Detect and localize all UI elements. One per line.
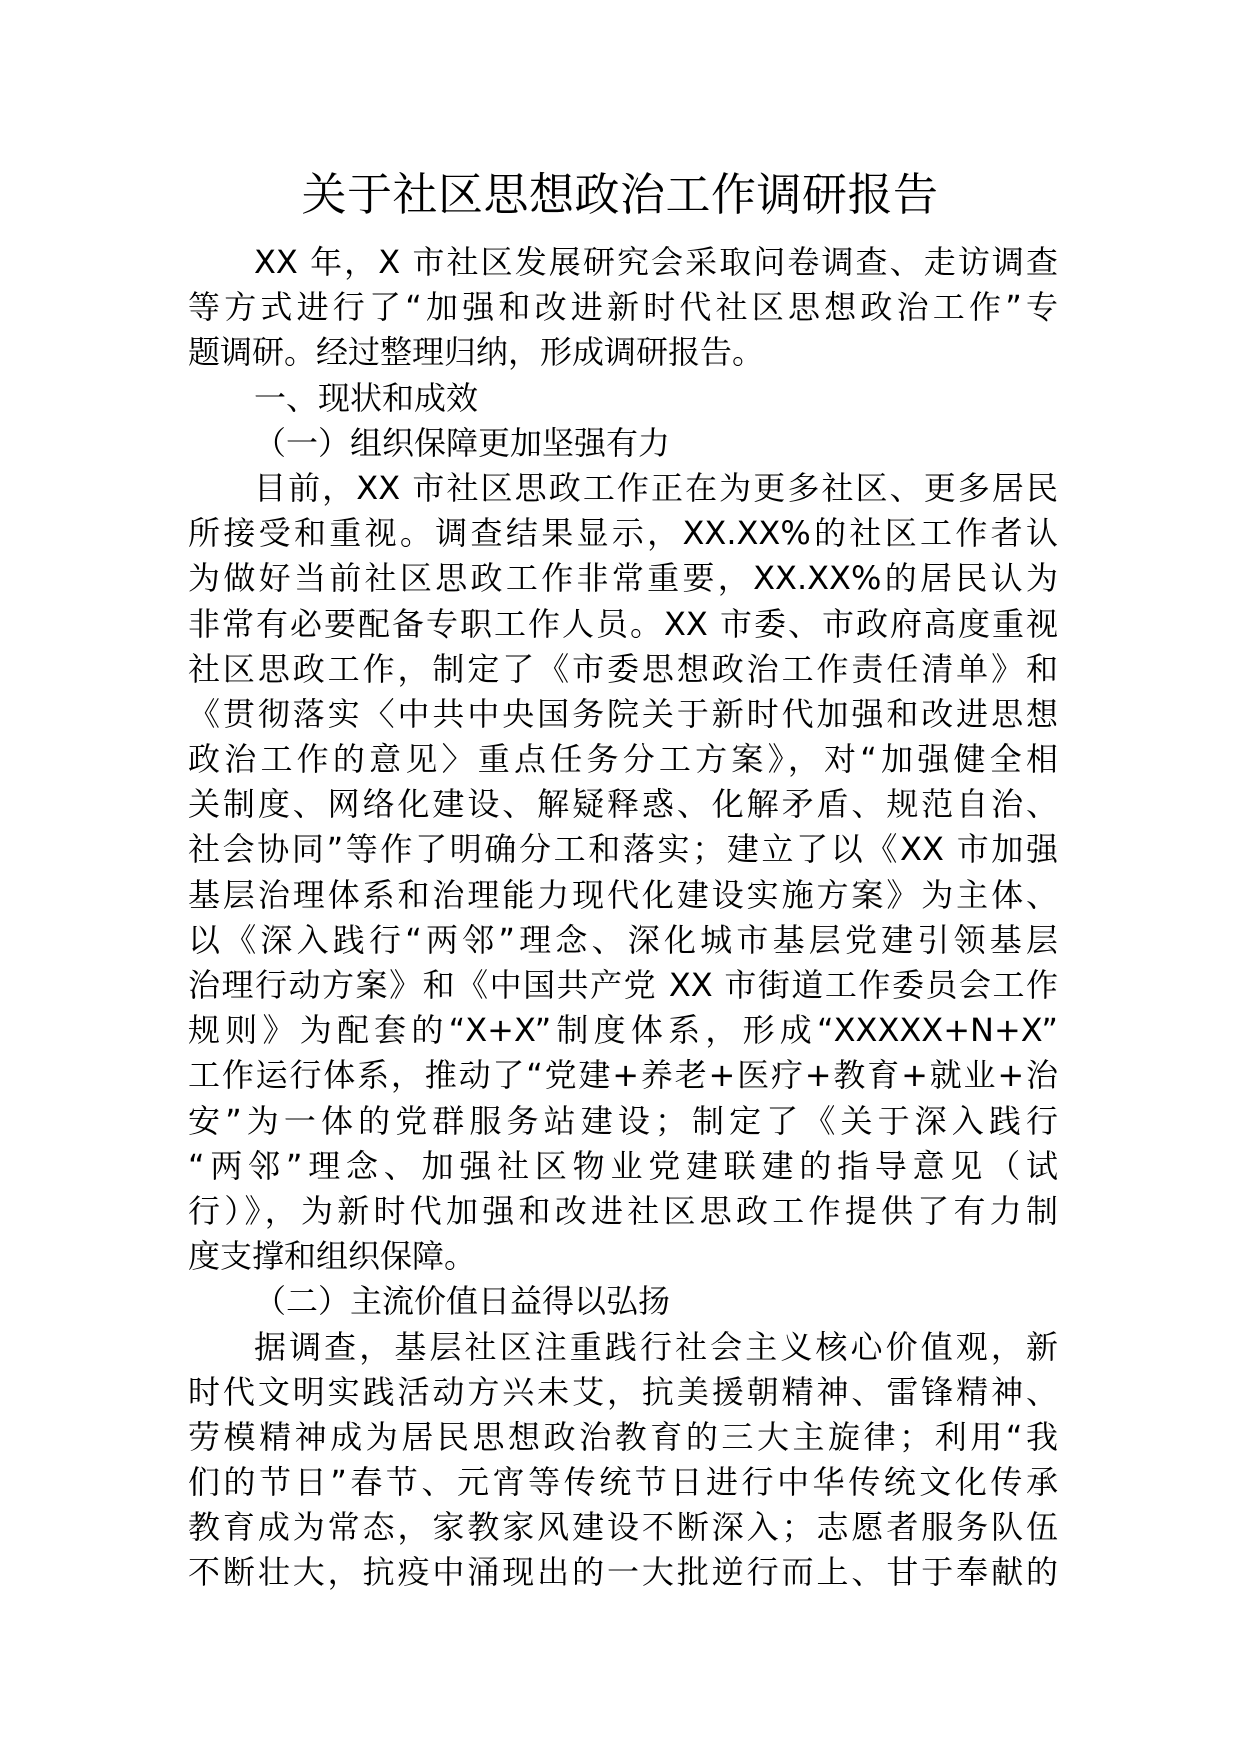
document-title: 关于社区思想政治工作调研报告 (301, 168, 939, 221)
paragraph-line: 非常有必要配备专职工作人员。XX 市委、市政府高度重视 (188, 604, 1058, 643)
document-body (188, 240, 1058, 1596)
paragraph-line: 劳模精神成为居民思想政治教育的三大主旋律；利用“我 (188, 1417, 1058, 1456)
section-heading: （一）组织保障更加坚强有力 (254, 423, 671, 462)
paragraph-line: 据调查，基层社区注重践行社会主义核心价值观，新 (254, 1327, 1058, 1366)
paragraph-line: 行）》，为新时代加强和改进社区思政工作提供了有力制 (188, 1191, 1058, 1230)
paragraph-line: “两邻”理念、加强社区物业党建联建的指导意见（试 (188, 1146, 1058, 1185)
section-heading: （二）主流价值日益得以弘扬 (254, 1282, 671, 1321)
paragraph-line: 们的节日”春节、元宵等传统节日进行中华传统文化传承 (188, 1463, 1058, 1502)
paragraph-line: 不断壮大，抗疫中涌现出的一大批逆行而上、甘于奉献的 (188, 1553, 1058, 1592)
paragraph-line: 社会协同”等作了明确分工和落实；建立了以《XX 市加强 (188, 830, 1058, 869)
paragraph-line: 工作运行体系，推动了“党建+养老+医疗+教育+就业+治 (188, 1056, 1058, 1095)
paragraph-line: 治理行动方案》和《中国共产党 XX 市街道工作委员会工作 (188, 966, 1058, 1004)
paragraph-line: 《贯彻落实〈中共中央国务院关于新时代加强和改进思想 (188, 694, 1058, 733)
paragraph-line: 社区思政工作，制定了《市委思想政治工作责任清单》和 (188, 649, 1058, 688)
paragraph-line: 时代文明实践活动方兴未艾，抗美援朝精神、雷锋精神、 (188, 1372, 1058, 1411)
paragraph-line: 规则》为配套的“X+X”制度体系，形成“XXXXX+N+X” (188, 1011, 1058, 1050)
paragraph-line: 目前，XX 市社区思政工作正在为更多社区、更多居民 (254, 468, 1058, 507)
paragraph-line: 所接受和重视。调查结果显示，XX.XX%的社区工作者认 (188, 514, 1058, 553)
paragraph-line: 题调研。经过整理归纳，形成调研报告。 (188, 333, 765, 372)
paragraph-line: 基层治理体系和治理能力现代化建设实施方案》为主体、 (188, 875, 1058, 914)
paragraph-line: 为做好当前社区思政工作非常重要，XX.XX%的居民认为 (188, 559, 1058, 598)
paragraph-line: 教育成为常态，家教家风建设不断深入；志愿者服务队伍 (188, 1508, 1058, 1547)
paragraph-line: 以《深入践行“两邻”理念、深化城市基层党建引领基层 (188, 920, 1058, 959)
paragraph-line: 关制度、网络化建设、解疑释惑、化解矛盾、规范自治、 (188, 785, 1058, 824)
paragraph-line: 政治工作的意见〉重点任务分工方案》，对“加强健全相 (188, 740, 1058, 779)
paragraph-line: 等方式进行了“加强和改进新时代社区思想政治工作”专 (188, 288, 1058, 327)
paragraph-line: 安”为一体的党群服务站建设；制定了《关于深入践行 (188, 1101, 1058, 1140)
section-heading: 一、现状和成效 (254, 378, 479, 417)
paragraph-line: 度支撑和组织保障。 (188, 1237, 477, 1276)
paragraph-line: XX 年，X 市社区发展研究会采取问卷调查、走访调查 (254, 243, 1058, 281)
